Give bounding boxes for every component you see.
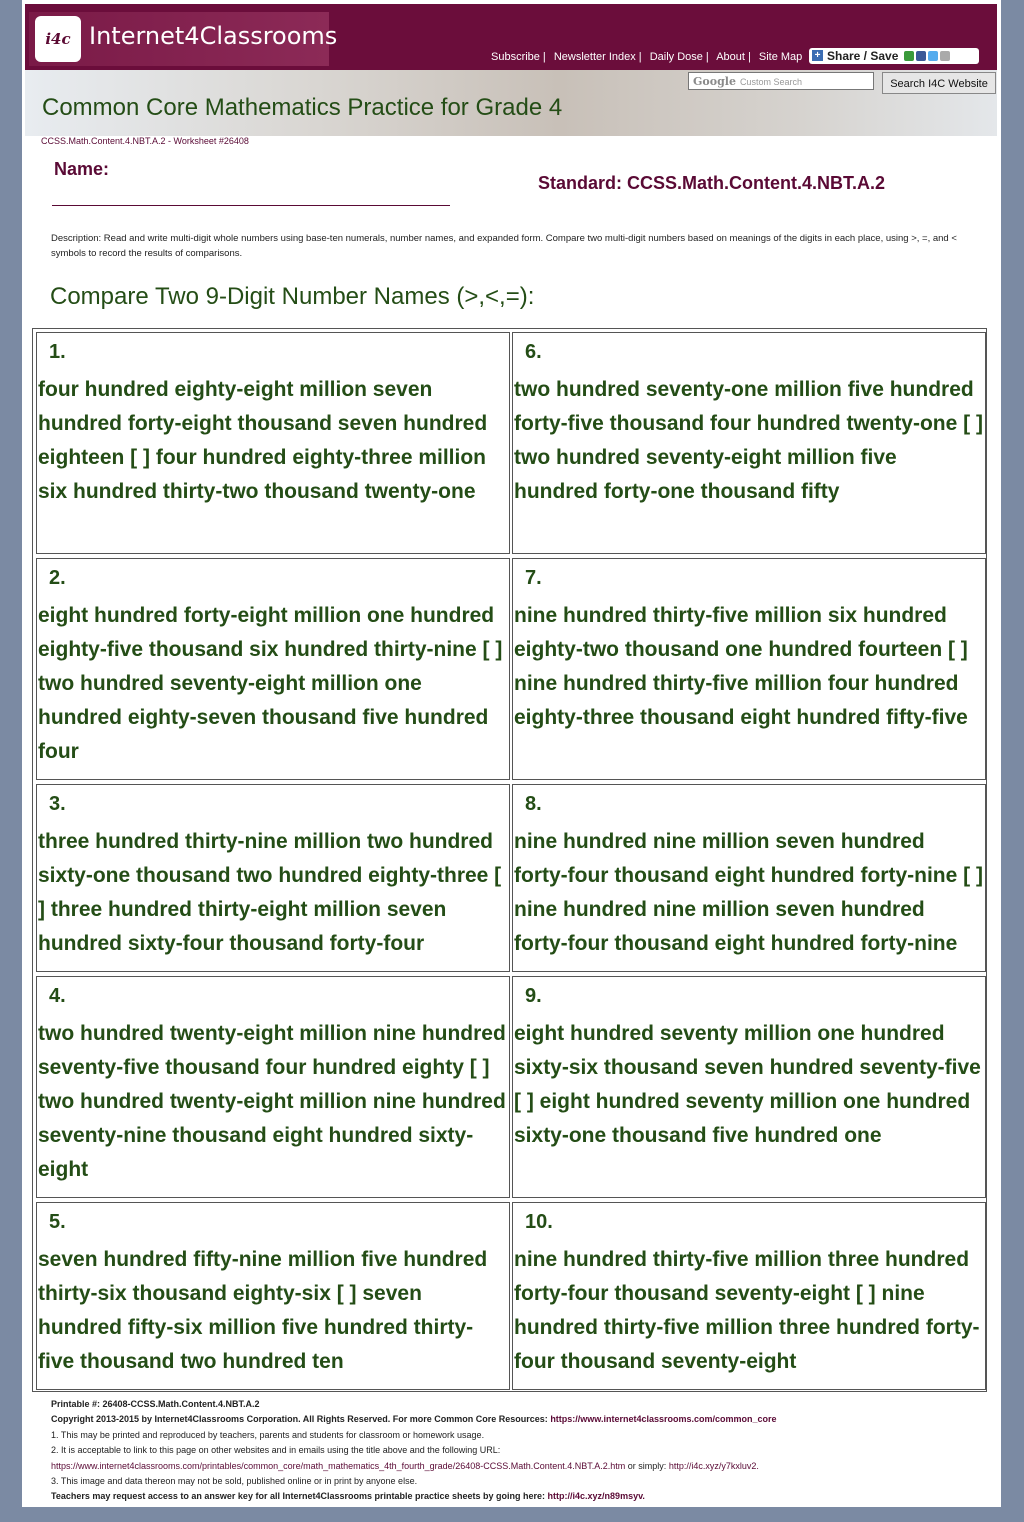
page-title: Common Core Mathematics Practice for Grade 4 [42, 94, 563, 121]
note-1: 1. This may be printed and reproduced by teachers, parents and students for classroom or homework usage. [51, 1429, 485, 1440]
short-url-link[interactable]: http://i4c.xyz/y7kxluv2. [668, 1460, 759, 1471]
breadcrumb[interactable]: CCSS.Math.Content.4.NBT.A.2 - Worksheet #26408 [41, 136, 249, 146]
problem-cell [36, 558, 510, 780]
top-nav: Subscribe | Newsletter Index | Daily Dose | About | Site Map [491, 51, 803, 63]
name-line [52, 205, 450, 206]
problem-cell [36, 332, 510, 554]
problem-number: 2. [49, 567, 66, 589]
more-share-icon[interactable] [940, 51, 950, 61]
note-3: 3. This image and data thereon may not be sold, published online or in print by anyone else. [51, 1476, 418, 1487]
problem-text: two hundred seventy-one million five hundred forty-five thousand four hundred twenty-one [ ] two hundred seventy-eight million five hundred forty-one thousand fifty [514, 378, 983, 503]
problem-cell [512, 976, 986, 1198]
search-input[interactable] [688, 72, 874, 90]
problem-cell [512, 558, 986, 780]
problem-text: nine hundred thirty-five million six hundred eighty-two thousand one hundred fourteen [ ] nine hundred thirty-five million four hundred eighty-three thousand eight hundred fifty-five [514, 604, 968, 729]
worksheet-page [22, 0, 1001, 1507]
problem-cell [512, 332, 986, 554]
problem-text: three hundred thirty-nine million two hundred sixty-one thousand two hundred eighty-three [ ] three hundred thirty-eight million seven hundred sixty-four thousand forty-four [38, 830, 502, 955]
problem-text: four hundred eighty-eight million seven hundred forty-eight thousand seven hundred eighteen [ ] four hundred eighty-three million six hundred thirty-two thousand twenty-one [38, 378, 488, 503]
google-logo-icon: Google [693, 75, 736, 88]
name-label: Name: [54, 159, 110, 179]
site-header [25, 4, 997, 70]
site-logo[interactable] [29, 12, 338, 66]
teachers-line [51, 1489, 991, 1504]
problem-cell [36, 784, 510, 972]
note-2-urls [51, 1459, 991, 1474]
problem-text: nine hundred nine million seven hundred forty-four thousand eight hundred forty-nine [ ] nine hundred nine million seven hundred forty-four thousand eight hundred forty-nine [514, 830, 983, 955]
nav-daily-dose[interactable]: Daily Dose [649, 51, 703, 63]
logo-text: Internet4Classrooms [89, 22, 338, 50]
answer-key-link[interactable]: http://i4c.xyz/n89msyv. [547, 1491, 645, 1502]
nav-about[interactable]: About [716, 51, 745, 63]
problem-number: 10. [525, 1211, 553, 1233]
nav-newsletter-index[interactable]: Newsletter Index [553, 51, 636, 63]
search-placeholder: Custom Search [739, 77, 802, 87]
problem-number: 4. [49, 985, 66, 1007]
printable-number: Printable #: 26408-CCSS.Math.Content.4.NBT.A.2 [51, 1399, 260, 1409]
nav-subscribe[interactable]: Subscribe [491, 51, 540, 63]
note-2-mid: or simply: [627, 1460, 667, 1471]
problem-text: two hundred twenty-eight million nine hundred seventy-five thousand four hundred eighty [ ] two hundred twenty-eight million nine hundred seventy-nine thousand eight hundred sixty-eight [38, 1022, 506, 1181]
twitter-icon[interactable] [928, 51, 938, 61]
problem-text: seven hundred fifty-nine million five hundred thirty-six thousand eighty-six [ ] seven hundred fifty-six million five hundred thirty-five thousand two hundred ten [38, 1248, 488, 1373]
worksheet-url-link[interactable]: https://www.internet4classrooms.com/printables/common_core/math_mathematics_4th_fourth_grade/26408-CCSS.Math.Content.4.NBT.A.2.htm [51, 1460, 626, 1471]
problem-cell [512, 1202, 986, 1390]
problem-number: 8. [525, 793, 542, 815]
footer [51, 1397, 991, 1505]
problem-number: 5. [49, 1211, 66, 1233]
section-title: Compare Two 9-Digit Number Names (>,<,=): [50, 283, 535, 310]
problem-grid [32, 328, 987, 1392]
problem-number: 6. [525, 341, 542, 363]
problem-cell [36, 1202, 510, 1390]
description: Description: Read and write multi-digit whole numbers using base-ten numerals, number names, and expanded form. Compare two multi-digit numbers based on meanings of the digits in each place, using >, =, and < symbols to record the results of comparisons. [51, 233, 957, 259]
nav-site-map[interactable]: Site Map [758, 51, 803, 63]
teachers-text: Teachers may request access to an answer key for all Internet4Classrooms printable practice sheets by going here: [51, 1491, 546, 1502]
problem-cell [36, 976, 510, 1198]
search-button[interactable]: Search I4C Website [882, 72, 996, 94]
problem-text: nine hundred thirty-five million three hundred forty-four thousand seventy-eight [ ] nine hundred thirty-five million three hundred forty-four thousand seventy-eight [514, 1248, 980, 1373]
copyright-line [51, 1412, 991, 1427]
share-save-button[interactable] [809, 48, 979, 64]
facebook-icon[interactable] [916, 51, 926, 61]
problem-number: 7. [525, 567, 542, 589]
copyright-text: Copyright 2013-2015 by Internet4Classrooms Corporation. All Rights Reserved. For more Common Core Resources: [51, 1414, 548, 1425]
problem-number: 9. [525, 985, 542, 1007]
problem-cell [512, 784, 986, 972]
share-plus-icon: + [812, 50, 823, 61]
problem-text: eight hundred forty-eight million one hundred eighty-five thousand six hundred thirty-nine [ ] two hundred seventy-eight million one hundred eighty-seven thousand five hundred four [38, 604, 503, 763]
common-core-link[interactable]: https://www.internet4classrooms.com/common_core [550, 1414, 777, 1425]
problem-text: eight hundred seventy million one hundred sixty-six thousand seven hundred seventy-five [ ] eight hundred seventy million one hundred sixty-one thousand five hundred one [514, 1022, 981, 1147]
standard-label: Standard: CCSS.Math.Content.4.NBT.A.2 [538, 173, 886, 193]
share-label: Share / Save [827, 49, 899, 63]
problem-number: 3. [49, 793, 66, 815]
note-2: 2. It is acceptable to link to this page on other websites and in emails using the title above and the following URL: [51, 1445, 501, 1456]
share-email-icon[interactable] [904, 51, 914, 61]
problem-number: 1. [49, 341, 66, 363]
logo-badge: i4c [35, 16, 81, 62]
